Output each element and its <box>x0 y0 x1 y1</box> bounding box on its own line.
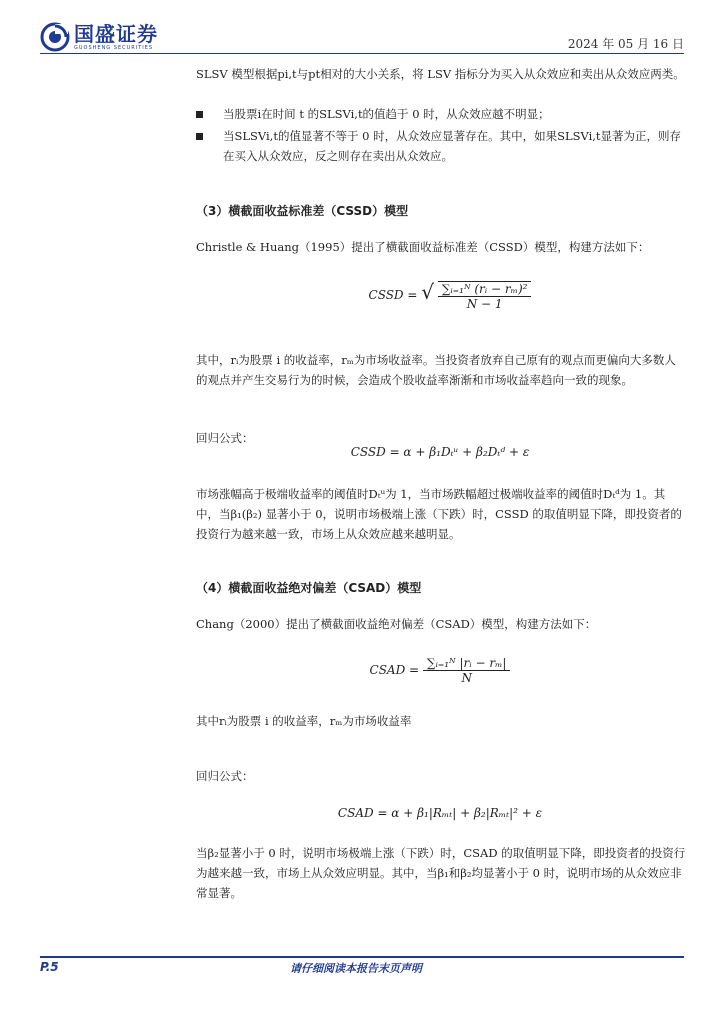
bullet-icon <box>196 133 203 140</box>
cssd-formula <box>360 280 540 311</box>
cssd-fraction <box>438 281 532 311</box>
section-3-body: 其中，rᵢ为股票 i 的收益率，rₘ为市场收益率。当投资者放弃自己原有的观点而更偏向大多数人的观点并产生交易行为的时候，会造成个股收益率渐渐和市场收益率趋向一致的现象。 <box>196 353 676 387</box>
bullet-text-1: 当股票i在时间 t 的SLSVi,t的值趋于 0 时，从众效应越不明显； <box>223 107 550 121</box>
bullet-item-2 <box>196 126 686 166</box>
section-4-explanation: 当β₂显著小于 0 时，说明市场极端上涨（下跌）时，CSAD 的取值明显下降，即投资者的投资行为越来越一致，市场上从众效应明显。其中，当β₁和β₂均显著小于 0 时，说明市场的从众效应非常显著。 <box>196 846 686 900</box>
footer-divider <box>40 956 684 958</box>
logo-icon <box>40 22 70 52</box>
cssd-denominator: N − 1 <box>466 296 503 311</box>
regression-label-2: 回归公式： <box>196 769 254 783</box>
csad-numerator: ∑ᵢ₌₁ᴺ |rᵢ − rₘ| <box>423 656 511 671</box>
regression-label-1: 回归公式： <box>196 431 254 445</box>
sqrt-symbol: √ <box>421 280 434 304</box>
csad-denominator: N <box>461 671 472 685</box>
csad-regression: CSAD = α + β₁|Rₘₜ| + β₂|Rₘₜ|² + ε <box>337 806 543 820</box>
cssd-lhs: CSSD = <box>368 288 418 302</box>
header-divider <box>40 53 684 54</box>
disclaimer-link[interactable]: 请仔细阅读本报告末页声明 <box>290 962 422 975</box>
section-3-intro: Christle & Huang（1995）提出了横截面收益标准差（CSSD）模型，构建方法如下： <box>196 240 650 254</box>
logo-text: 国盛证券 <box>74 22 158 46</box>
logo-subtext: GUOSHENG SECURITIES <box>74 45 154 51</box>
report-date: 2024 年 05 月 16 日 <box>567 37 684 51</box>
bullet-icon <box>196 111 203 118</box>
bullet-item-1 <box>196 104 686 124</box>
csad-fraction <box>423 656 511 685</box>
brand-logo <box>40 22 158 52</box>
cssd-numerator: ∑ᵢ₌₁ᴺ (rᵢ − rₘ)² <box>438 282 532 297</box>
section-3-explanation: 市场涨幅高于极端收益率的阈值时Dₜᵘ为 1，当市场跌幅超过极端收益率的阈值时Dₜᵈ为 1。其中，当β₁(β₂) 显著小于 0，说明市场极端上涨（下跌）时，CSSD 的取值明显下降，即投资者的投资行为越来越一致，市场上从众效应越来越明显。 <box>196 487 682 541</box>
section-3-heading: （3）横截面收益标准差（CSSD）模型 <box>196 204 409 218</box>
section-4-heading: （4）横截面收益绝对偏差（CSAD）模型 <box>196 581 422 595</box>
intro-paragraph: SLSV 模型根据pi,t与pt相对的大小关系，将 LSV 指标分为买入从众效应和卖出从众效应两类。 <box>196 67 685 81</box>
page-number: P.5 <box>40 960 59 974</box>
csad-lhs: CSAD = <box>369 663 420 677</box>
section-4-body: 其中rᵢ为股票 i 的收益率，rₘ为市场收益率 <box>196 714 412 728</box>
cssd-regression: CSSD = α + β₁Dₜᵘ + β₂Dₜᵈ + ε <box>350 445 530 459</box>
section-4-intro: Chang（2000）提出了横截面收益绝对偏差（CSAD）模型，构建方法如下： <box>196 617 597 631</box>
csad-formula <box>360 656 520 685</box>
bullet-text-2: 当SLSVi,t的值显著不等于 0 时，从众效应显著存在。其中，如果SLSVi,t显著为正，则存在买入从众效应，反之则存在卖出从众效应。 <box>223 129 682 163</box>
